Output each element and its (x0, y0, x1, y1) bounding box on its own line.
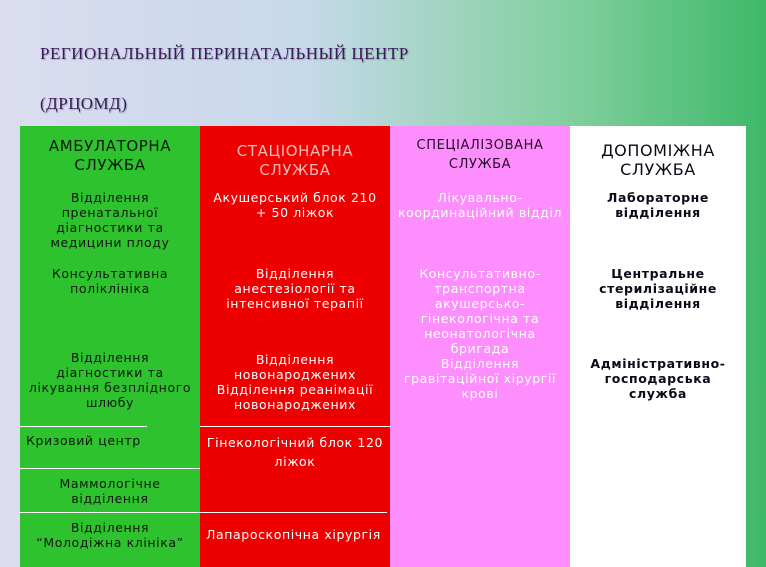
ambulatory-item: Відділення “Молодіжна клініка” (20, 512, 200, 556)
column-ambulatory (20, 126, 200, 567)
page-title: РЕГИОНАЛЬНЫЙ ПЕРИНАТАЛЬНЫЙ ЦЕНТР (40, 44, 409, 63)
inpatient-item: Відділення новонароджених Відділення реанімації новонароджених (216, 352, 374, 412)
auxiliary-item: Лабораторне відділення (606, 190, 709, 220)
ambulatory-item: Консультативна поліклініка (51, 266, 169, 296)
column-specialized (390, 126, 570, 567)
inpatient-item: Відділення анестезіології та інтенсивної терапії (226, 266, 364, 311)
services-table (20, 126, 746, 567)
ambulatory-item: Відділення пренатальної діагностики та медицини плоду (50, 190, 170, 250)
column-auxiliary (570, 126, 746, 567)
inpatient-item: Лапароскопічна хірургія (200, 512, 387, 556)
ambulatory-item: Маммологічне відділення (20, 468, 200, 512)
auxiliary-item: Адміністративно-господарська служба (590, 356, 726, 401)
inpatient-item: Акушерський блок 210 + 50 ліжок (213, 190, 377, 220)
column-inpatient (200, 126, 390, 567)
page-subtitle: (ДРЦОМД) (40, 94, 128, 113)
specialized-item: Лікувально-координаційний відділ (397, 190, 563, 220)
specialized-item: Відділення гравітаційної хірургії крові (403, 356, 557, 401)
auxiliary-item: Центральне стерилізаційне відділення (599, 266, 717, 311)
ambulatory-item: Відділення діагностики та лікування безплідного шлюбу (28, 350, 192, 410)
ambulatory-item: Кризовий центр (20, 426, 147, 466)
column-header-ambulatory: АМБУЛАТОРНА СЛУЖБА (48, 137, 172, 174)
specialized-item: Консультативно-транспортна акушерсько-гінекологічна та неонатологічна бригада (419, 266, 541, 356)
column-header-auxiliary: ДОПОМІЖНА СЛУЖБА (601, 141, 715, 179)
inpatient-item: Гінекологічний блок 120 ліжок (200, 426, 390, 476)
column-header-specialized: СПЕЦІАЛІЗОВАНА СЛУЖБА (416, 138, 544, 172)
column-header-inpatient: СТАЦІОНАРНА СЛУЖБА (236, 142, 354, 179)
